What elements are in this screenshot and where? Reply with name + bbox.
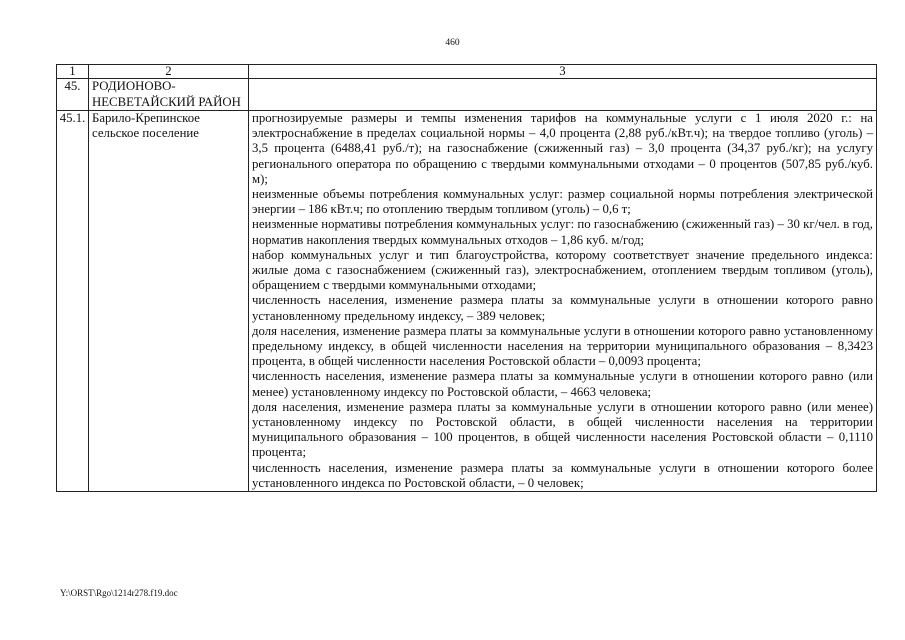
header-col-2: 2 <box>89 65 249 79</box>
header-col-1: 1 <box>57 65 89 79</box>
paragraph-tariffs: прогнозируемые размеры и темпы изменения тарифов на коммунальные услуги с 1 июля 2020 г.: на электроснабжение в пределах социальной нормы – 4,0 процента (2,88 руб./кВт.ч); на твердое топливо (уголь) – 3,5 процента (6488,41 руб./т); на газоснабжение (сжиженный газ) – 3,0 процента (34,37 руб./кг); на услугу регионального оператора по обращению с твердыми коммунальными отходами – 0 процентов (507,85 руб./куб. м); <box>252 111 873 186</box>
district-details <box>249 79 877 111</box>
document-table <box>56 64 877 492</box>
settlement-number: 45.1. <box>57 111 89 492</box>
paragraph-share-regional: доля населения, изменение размера платы за коммунальные услуги в отношении которого равно (или менее) установленному индексу по Ростовской области, в общей численности населения на территории муниципального образования – 100 процентов, в общей численности населения Ростовской области – 0,1110 процента; <box>252 399 873 460</box>
paragraph-norms: неизменные нормативы потребления коммунальных услуг: по газоснабжению (сжиженный газ) – 30 кг/чел. в год, норматив накопления твердых коммунальных отходов – 1,86 куб. м/год; <box>252 217 873 247</box>
district-row <box>57 79 877 111</box>
paragraph-share-equal: доля населения, изменение размера платы за коммунальные услуги в отношении которого равно установленному предельному индексу, в общей численности населения на территории муниципального образования – 8,3423 процента, в общей численности населения Ростовской области – 0,0093 процента; <box>252 323 873 369</box>
paragraph-services-set: набор коммунальных услуг и тип благоустройства, которому соответствует значение предельного индекса: жилые дома с газоснабжением (сжиженный газ), электроснабжением, отоплением твердым топливом (уголь), обращением с твердыми коммунальными отходами; <box>252 247 873 293</box>
district-number: 45. <box>57 79 89 111</box>
paragraph-population-equal: численность населения, изменение размера платы за коммунальные услуги в отношении которого равно установленному предельному индексу, – 389 человек; <box>252 293 873 323</box>
header-col-3: 3 <box>249 65 877 79</box>
settlement-row <box>57 111 877 492</box>
page-number: 460 <box>445 38 460 48</box>
district-name: РОДИОНОВО-НЕСВЕТАЙСКИЙ РАЙОН <box>89 79 249 111</box>
footer-file-path: Y:\ORST\Rgo\1214r278.f19.doc <box>60 588 178 598</box>
paragraph-population-above: численность населения, изменение размера платы за коммунальные услуги в отношении которого более установленного индекса по Ростовской области, – 0 человек; <box>252 460 873 490</box>
paragraph-volumes: неизменные объемы потребления коммунальных услуг: размер социальной нормы потребления электрической энергии – 186 кВт.ч; по отоплению твердым топливом (уголь) – 0,6 т; <box>252 187 873 217</box>
settlement-details <box>249 111 877 492</box>
paragraph-population-regional: численность населения, изменение размера платы за коммунальные услуги в отношении которого равно (или менее) установленному индексу по Ростовской области, – 4663 человека; <box>252 369 873 399</box>
table-header-row <box>57 65 877 79</box>
settlement-name: Барило-Крепинское сельское поселение <box>89 111 249 492</box>
